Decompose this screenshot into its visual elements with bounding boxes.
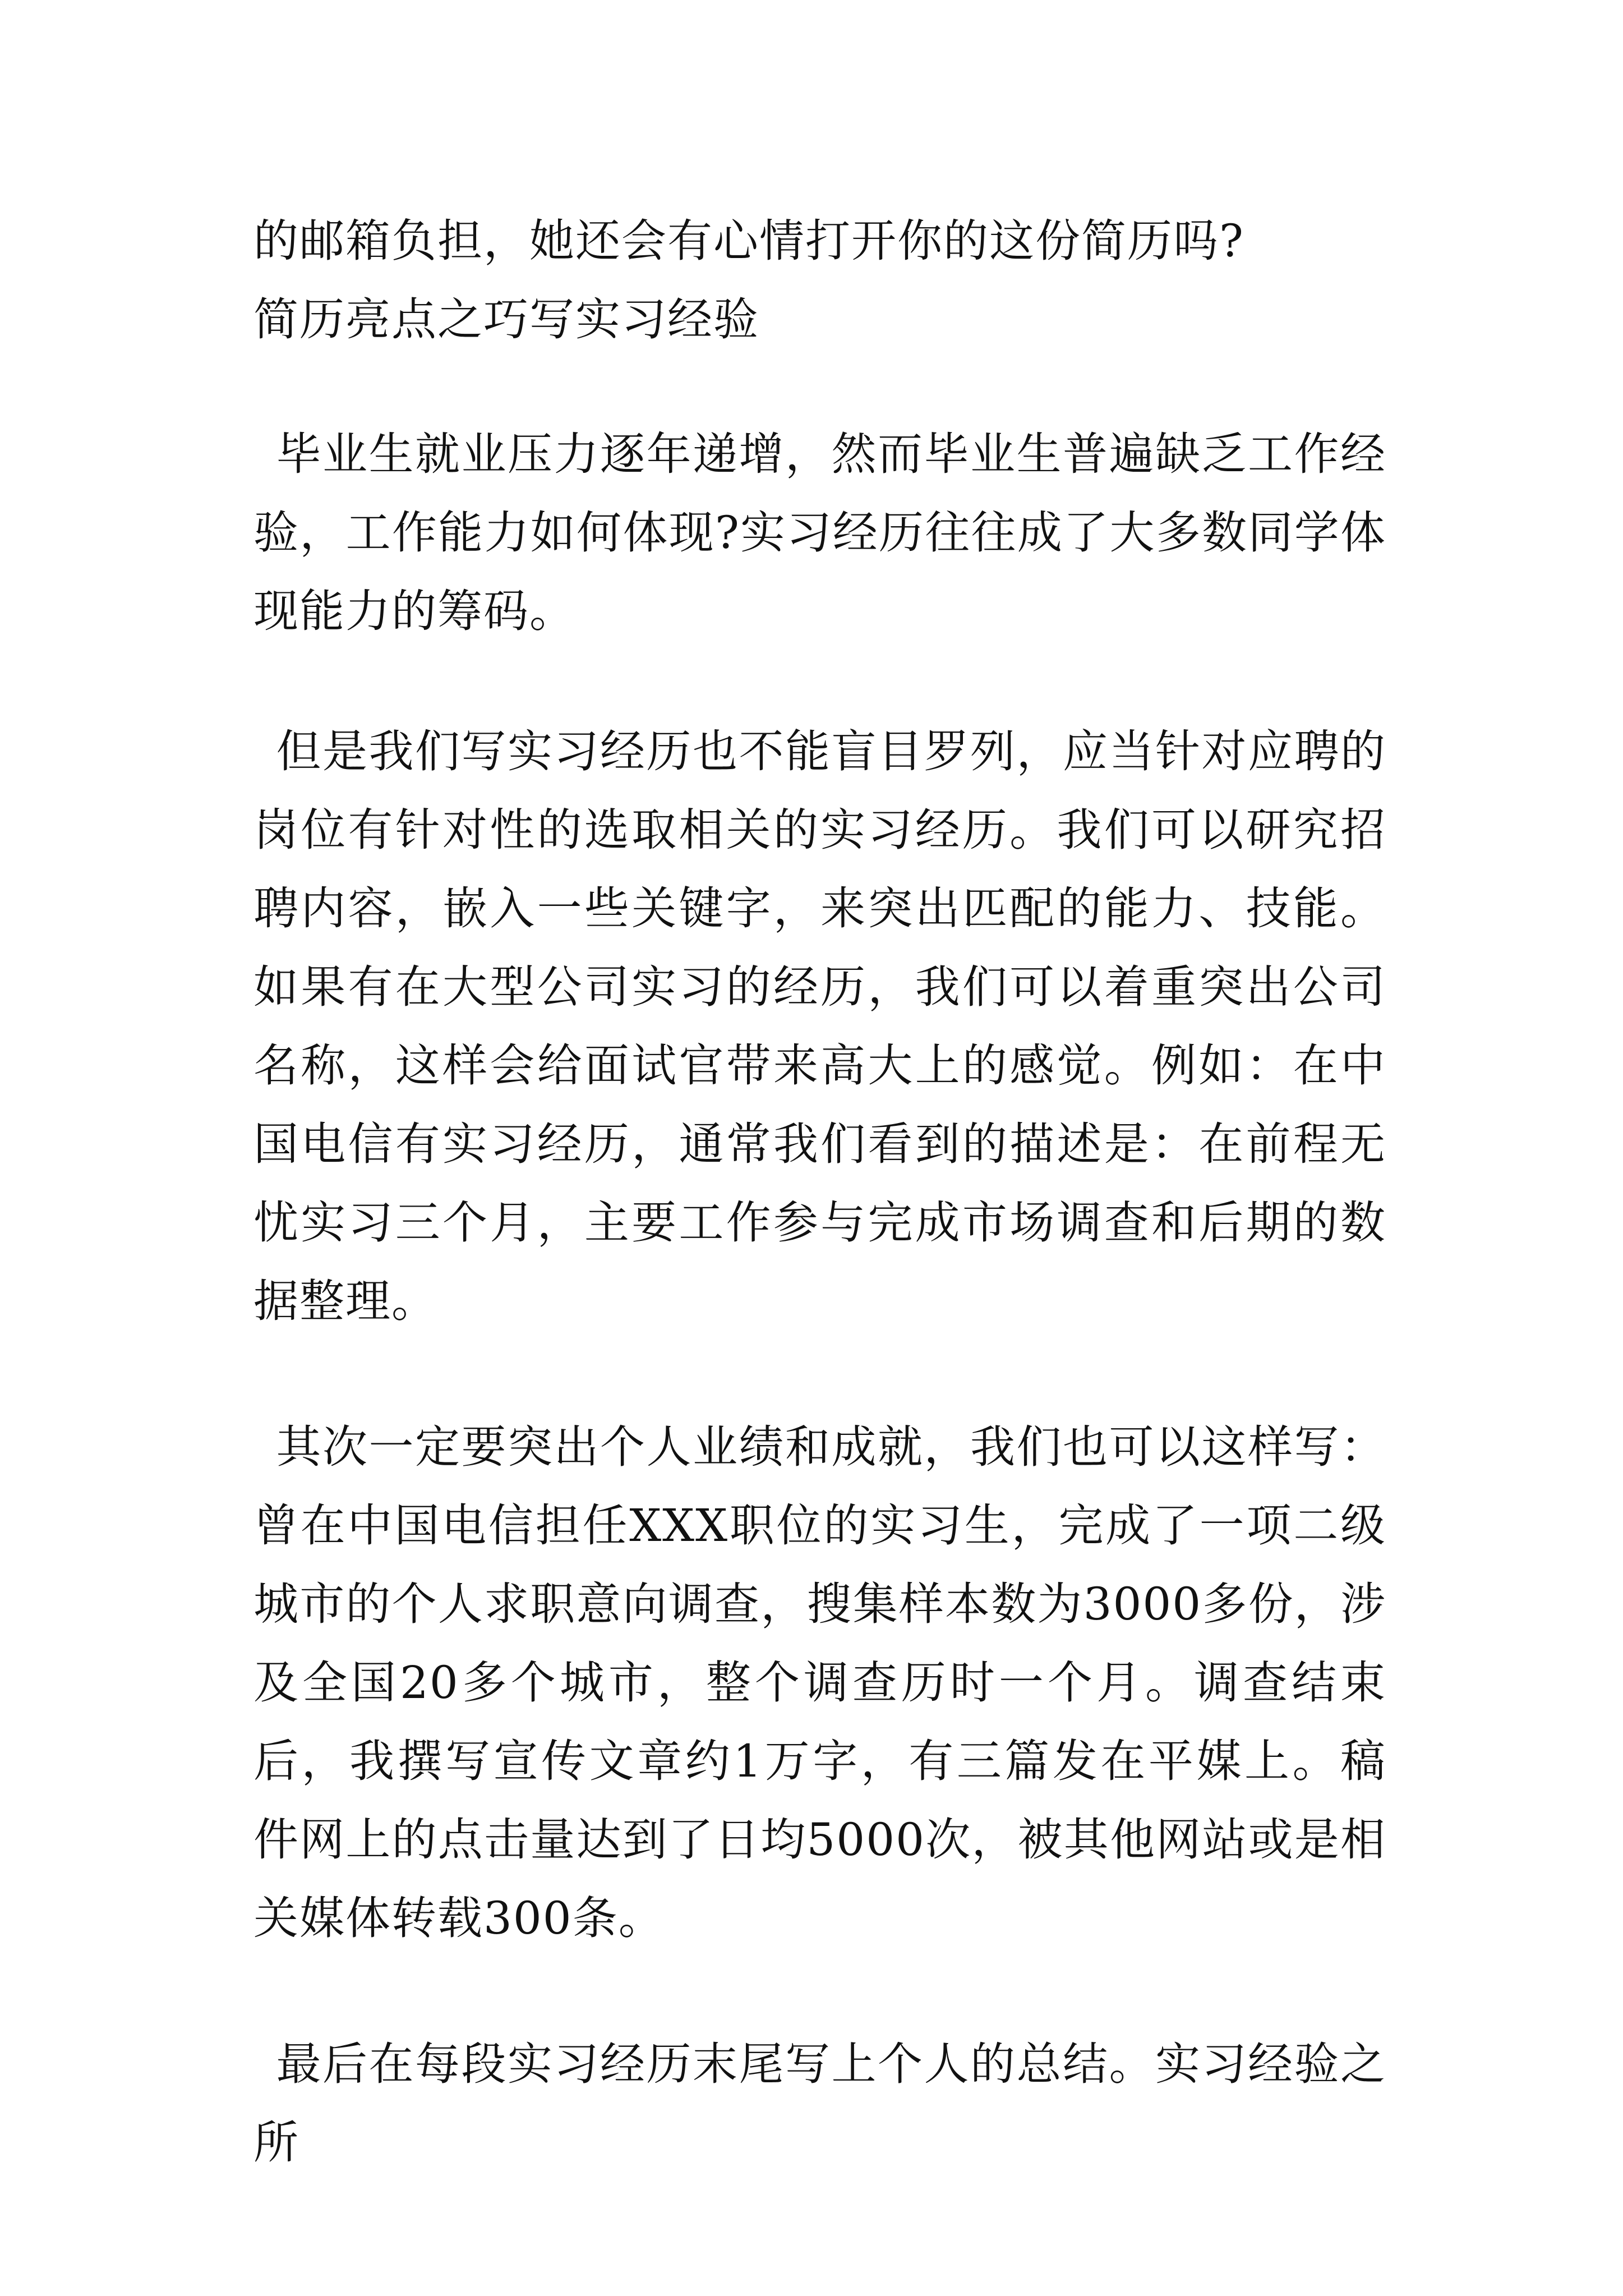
paragraph-targeted-experience <box>253 712 1386 1341</box>
paragraph-graduate-pressure <box>253 415 1386 651</box>
paragraph-text: 但是我们写实习经历也不能盲目罗列，应当针对应聘的岗位有针对性的选取相关的实习经历。我们可以研究招聘内容，嵌入一些关键字，来突出匹配的能力、技能。如果有在大型公司实习的经历，我们可以着重突出公司名称，这样会给面试官带来高大上的感觉。例如：在中国电信有实习经历，通常我们看到的描述是：在前程无忧实习三个月，主要工作参与完成市场调查和后期的数据整理。 <box>253 725 1386 1327</box>
paragraph-text: 毕业生就业压力逐年递增，然而毕业生普遍缺乏工作经验，工作能力如何体现?实习经历往往成了大多数同学体现能力的筹码。 <box>253 428 1386 637</box>
paragraph-text: 最后在每段实习经历末尾写上个人的总结。实习经验之所 <box>253 2038 1386 2169</box>
paragraph-text: 其次一定要突出个人业绩和成就，我们也可以这样写：曾在中国电信担任XXX职位的实习生，完成了一项二级城市的个人求职意向调查，搜集样本数为3000多份，涉及全国20多个城市，整个调查历时一个月。调查结束后，我撰写宣传文章约1万字，有三篇发在平媒上。稿件网上的点击量达到了日均5000次，被其他网站或是相关媒体转载300条。 <box>253 1421 1386 1944</box>
paragraph-achievements <box>253 1408 1386 1958</box>
paragraph-continuation: 的邮箱负担，她还会有心情打开你的这份简历吗? <box>253 215 1244 267</box>
section-heading <box>253 280 1386 359</box>
paragraph-summary <box>253 2025 1386 2182</box>
section-heading-text: 简历亮点之巧写实习经验 <box>253 293 759 346</box>
document-body <box>253 202 1386 2182</box>
